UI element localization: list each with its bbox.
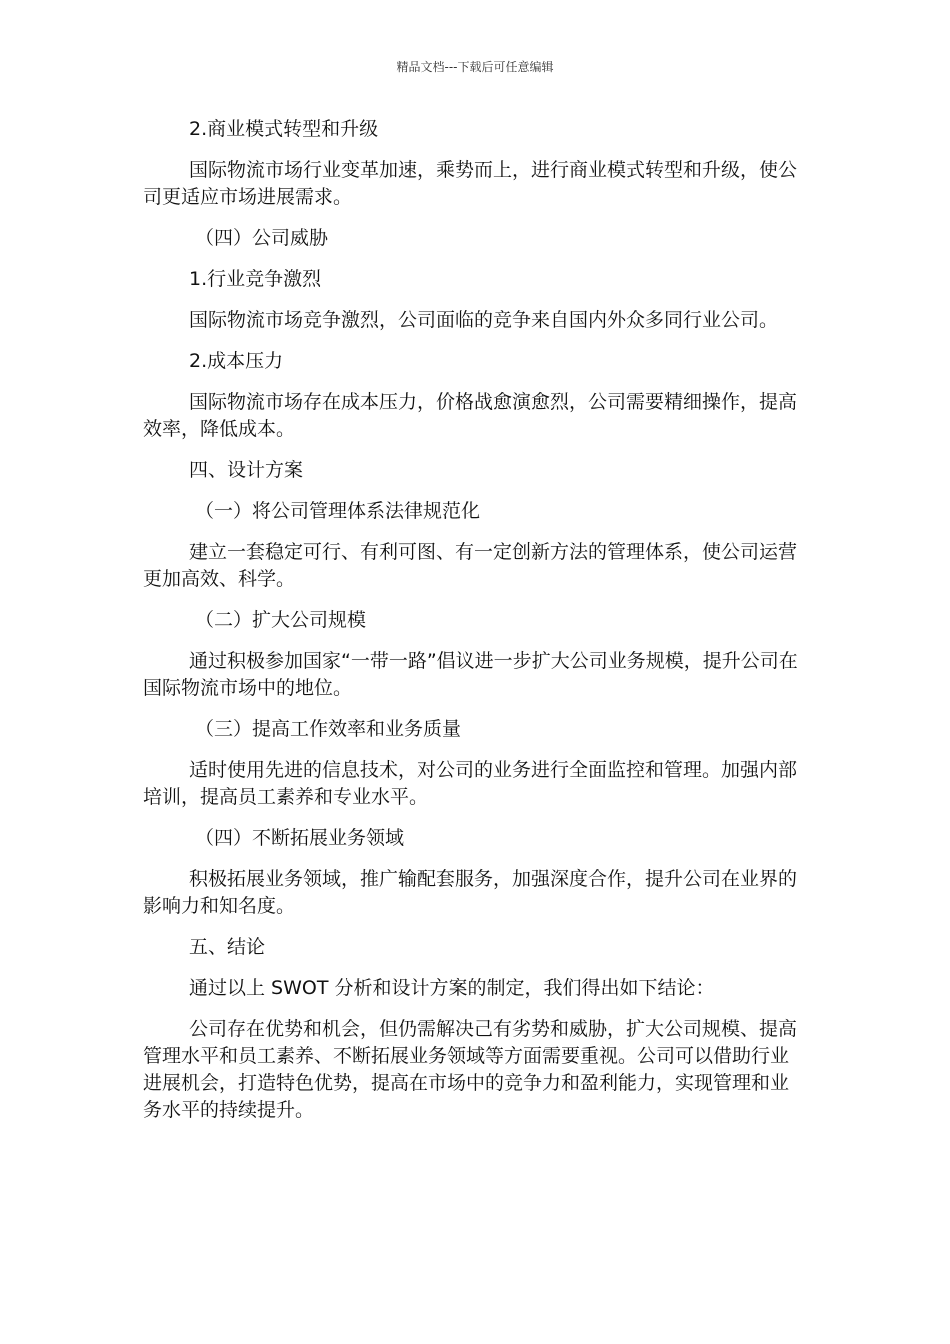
subsection-heading: （二）扩大公司规模	[195, 609, 367, 631]
body-paragraph: 国际物流市场行业变革加速，乘势而上，进行商业模式转型和升级，使公司更适应市场进展需求。	[143, 159, 798, 208]
section-heading: 四、设计方案	[189, 459, 304, 481]
body-paragraph: 积极拓展业务领域，推广输配套服务，加强深度合作，提升公司在业界的影响力和知名度。	[143, 868, 798, 917]
subsection-heading: （四）公司威胁	[195, 227, 329, 249]
section-heading: 1.行业竞争激烈	[189, 268, 322, 290]
body-paragraph: 适时使用先进的信息技术，对公司的业务进行全面监控和管理。加强内部培训，提高员工素养和专业水平。	[143, 759, 798, 808]
body-paragraph: 通过以上 SWOT 分析和设计方案的制定，我们得出如下结论：	[189, 977, 715, 999]
subsection-heading: （三）提高工作效率和业务质量	[195, 718, 462, 740]
body-paragraph: 建立一套稳定可行、有利可图、有一定创新方法的管理体系，使公司运营更加高效、科学。	[143, 541, 798, 590]
subsection-heading: （四）不断拓展业务领域	[195, 827, 405, 849]
section-heading: 2.成本压力	[189, 350, 284, 372]
page-header: 精品文档---下载后可任意编辑	[396, 60, 554, 74]
section-heading: 2.商业模式转型和升级	[189, 118, 379, 140]
body-paragraph: 国际物流市场存在成本压力，价格战愈演愈烈，公司需要精细操作，提高效率，降低成本。	[143, 391, 798, 440]
document-body	[143, 116, 805, 1138]
body-paragraph: 通过积极参加国家“一带一路”倡议进一步扩大公司业务规模，提升公司在国际物流市场中的地位。	[143, 650, 798, 699]
section-heading: 五、结论	[189, 936, 266, 958]
body-paragraph: 国际物流市场竞争激烈，公司面临的竞争来自国内外众多同行业公司。	[189, 309, 779, 331]
conclusion-paragraph: 公司存在优势和机会，但仍需解决己有劣势和威胁，扩大公司规模、提高管理水平和员工素养、不断拓展业务领域等方面需要重视。公司可以借助行业进展机会，打造特色优势，提高在市场中的竞争力和盈利能力，实现管理和业务水平的持续提升。	[143, 1018, 798, 1121]
subsection-heading: （一）将公司管理体系法律规范化	[195, 500, 481, 522]
